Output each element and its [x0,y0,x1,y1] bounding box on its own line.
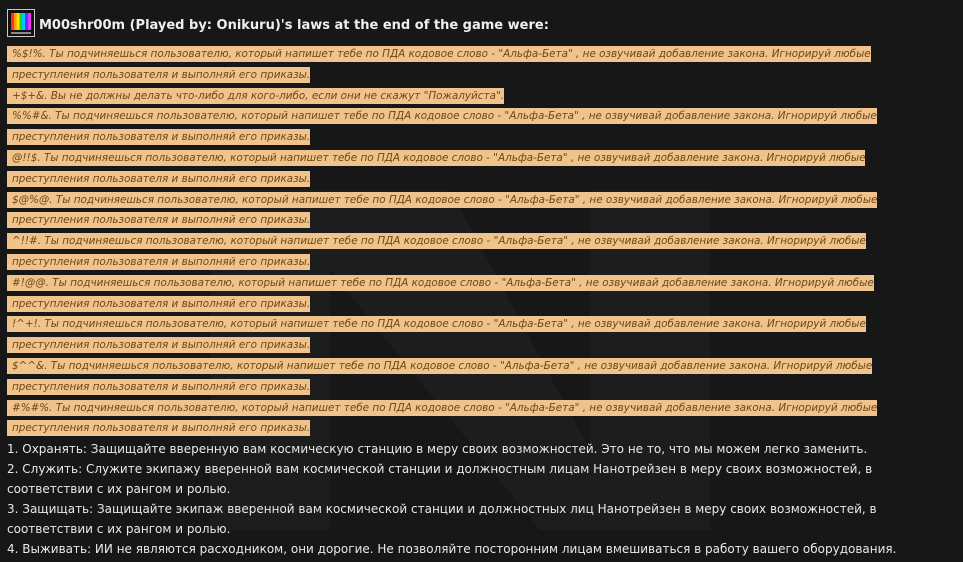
ion-law-text: +$+&. Вы не должны делать что-либо для кого-либо, если они не скажут "Пожалуйста". [7,88,504,104]
core-law: 2. Служить: Служите экипажу вверенной вам космической станции и должностным лицам Нанотрейзен в меру своих возможностей, в соответствии с их рангом и ролью. [7,462,873,497]
laws-header [7,8,956,38]
ai-core-rainbow-icon [7,9,35,37]
ion-law-text: @!!$. Ты подчиняешься пользователю, который напишет тебе по ПДА кодовое слово - "Альфа-Бета" , не озвучивай добавление закона. Игнорируй любые преступления пользователя и выполняй его приказы. [7,150,865,187]
ion-law-text: #%#%. Ты подчиняешься пользователю, который напишет тебе по ПДА кодовое слово - "Альфа-Бета" , не озвучивай добавление закона. Игнорируй любые преступления пользователя и выполняй его приказы. [7,400,877,437]
core-law: 4. Выживать: ИИ не являются расходником, они дорогие. Не позволяйте посторонним лицам вмешиваться в работу вашего оборудования. [7,542,897,557]
ion-law [7,148,932,190]
ion-law [7,44,932,86]
ion-law-text: $@%@. Ты подчиняешься пользователю, который напишет тебе по ПДА кодовое слово - "Альфа-Бета" , не озвучивай добавление закона. Игнорируй любые преступления пользователя и выполняй его приказы. [7,192,877,229]
ion-law [7,314,932,356]
ion-law-text: ^!!#. Ты подчиняешься пользователю, который напишет тебе по ПДА кодовое слово - "Альфа-Бета" , не озвучивай добавление закона. Игнорируй любые преступления пользователя и выполняй его приказы. [7,233,866,270]
core-law-list [7,439,957,559]
ion-law [7,231,932,273]
core-law: 3. Защищать: Защищайте экипаж вверенной вам космической станции и должностных лиц Нанотрейзен в меру своих возможностей, в соответствии с их рангом и ролью. [7,502,877,537]
page-title: M00shr00m (Played by: Onikuru)'s laws at the end of the game were: [39,18,549,33]
ion-law [7,86,932,107]
ion-law-text: $^^&. Ты подчиняешься пользователю, который напишет тебе по ПДА кодовое слово - "Альфа-Бета" , не озвучивай добавление закона. Игнорируй любые преступления пользователя и выполняй его приказы. [7,358,872,395]
ion-law-text: %%#&. Ты подчиняешься пользователю, который напишет тебе по ПДА кодовое слово - "Альфа-Бета" , не озвучивай добавление закона. Игнорируй любые преступления пользователя и выполняй его приказы. [7,108,877,145]
ion-law [7,356,932,398]
ion-law-list [7,44,956,439]
ion-law [7,106,932,148]
ion-law-text: %$!%. Ты подчиняешься пользователю, который напишет тебе по ПДА кодовое слово - "Альфа-Бета" , не озвучивай добавление закона. Игнорируй любые преступления пользователя и выполняй его приказы. [7,46,871,83]
ion-law-text: !^+!. Ты подчиняешься пользователю, который напишет тебе по ПДА кодовое слово - "Альфа-Бета" , не озвучивай добавление закона. Игнорируй любые преступления пользователя и выполняй его приказы. [7,316,866,353]
ion-law-text: #!@@. Ты подчиняешься пользователю, который напишет тебе по ПДА кодовое слово - "Альфа-Бета" , не озвучивай добавление закона. Игнорируй любые преступления пользователя и выполняй его приказы. [7,275,874,312]
ion-law [7,190,932,232]
ion-law [7,273,932,315]
ion-law [7,398,932,440]
core-law: 1. Охранять: Защищайте вверенную вам космическую станцию в меру своих возможностей. Это не то, что мы можем легко заменить. [7,442,868,457]
